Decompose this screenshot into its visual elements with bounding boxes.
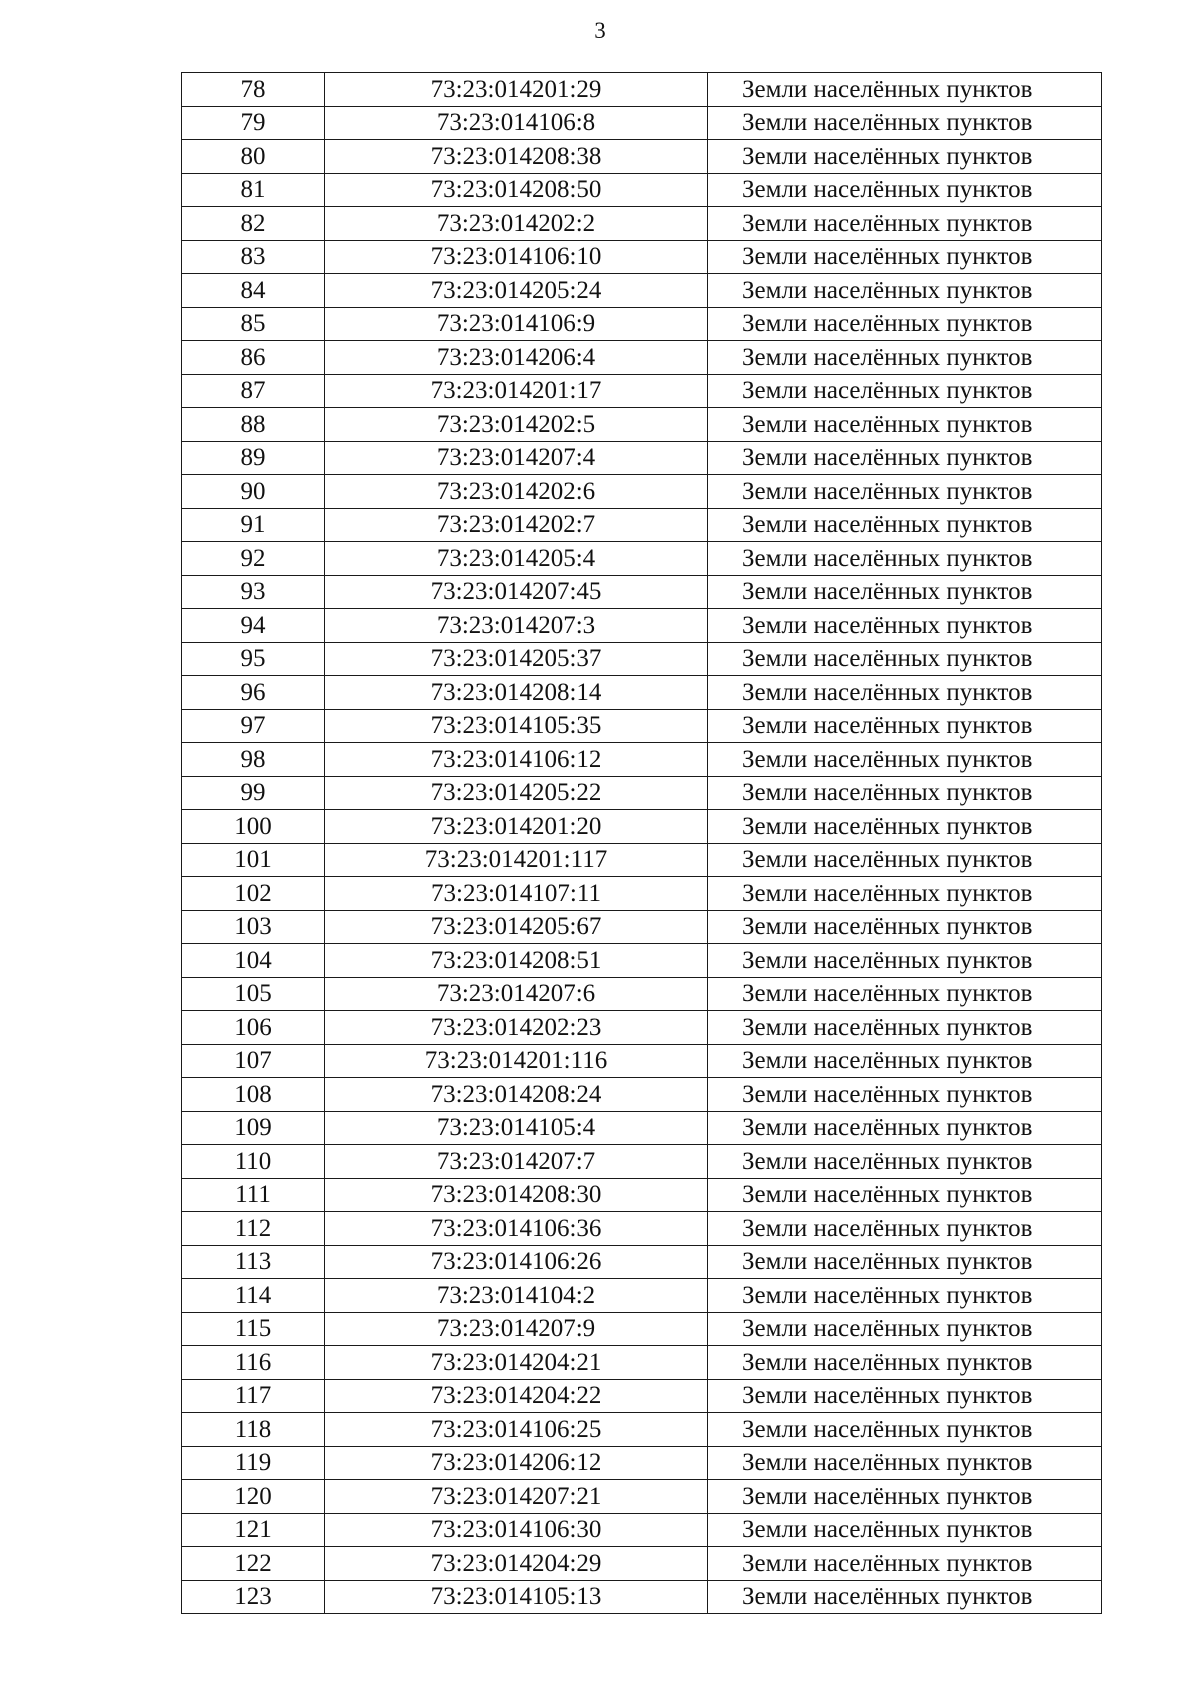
cadastral-number-cell: 73:23:014107:11 xyxy=(325,877,708,911)
land-category-cell: Земли населённых пунктов xyxy=(708,140,1102,174)
land-category-cell: Земли населённых пунктов xyxy=(708,73,1102,107)
table-row xyxy=(182,341,1102,375)
land-plots-table xyxy=(181,72,1102,1614)
table-row xyxy=(182,676,1102,710)
land-category-cell: Земли населённых пунктов xyxy=(708,1178,1102,1212)
row-number-cell: 107 xyxy=(182,1044,325,1078)
row-number-cell: 78 xyxy=(182,73,325,107)
table-row xyxy=(182,173,1102,207)
land-category-cell: Земли населённых пунктов xyxy=(708,307,1102,341)
cadastral-number-cell: 73:23:014201:116 xyxy=(325,1044,708,1078)
land-category-cell: Земли населённых пунктов xyxy=(708,1513,1102,1547)
land-category-cell: Земли населённых пунктов xyxy=(708,374,1102,408)
row-number-cell: 94 xyxy=(182,609,325,643)
table-row xyxy=(182,73,1102,107)
row-number-cell: 115 xyxy=(182,1312,325,1346)
land-category-cell: Земли населённых пунктов xyxy=(708,508,1102,542)
cadastral-number-cell: 73:23:014207:21 xyxy=(325,1480,708,1514)
cadastral-number-cell: 73:23:014205:4 xyxy=(325,542,708,576)
cadastral-number-cell: 73:23:014208:51 xyxy=(325,944,708,978)
table-row xyxy=(182,810,1102,844)
cadastral-number-cell: 73:23:014106:10 xyxy=(325,240,708,274)
row-number-cell: 118 xyxy=(182,1413,325,1447)
cadastral-number-cell: 73:23:014207:6 xyxy=(325,977,708,1011)
table-row xyxy=(182,977,1102,1011)
table-row xyxy=(182,1178,1102,1212)
cadastral-number-cell: 73:23:014202:23 xyxy=(325,1011,708,1045)
table-row xyxy=(182,843,1102,877)
row-number-cell: 122 xyxy=(182,1547,325,1581)
row-number-cell: 88 xyxy=(182,408,325,442)
row-number-cell: 89 xyxy=(182,441,325,475)
land-category-cell: Земли населённых пунктов xyxy=(708,274,1102,308)
cadastral-number-cell: 73:23:014207:7 xyxy=(325,1145,708,1179)
row-number-cell: 110 xyxy=(182,1145,325,1179)
row-number-cell: 111 xyxy=(182,1178,325,1212)
table-row xyxy=(182,1346,1102,1380)
land-category-cell: Земли населённых пунктов xyxy=(708,1279,1102,1313)
row-number-cell: 90 xyxy=(182,475,325,509)
table-row xyxy=(182,1413,1102,1447)
row-number-cell: 81 xyxy=(182,173,325,207)
table-body xyxy=(182,73,1102,1614)
row-number-cell: 82 xyxy=(182,207,325,241)
land-category-cell: Земли населённых пунктов xyxy=(708,877,1102,911)
table-row xyxy=(182,642,1102,676)
row-number-cell: 101 xyxy=(182,843,325,877)
row-number-cell: 97 xyxy=(182,709,325,743)
table-row xyxy=(182,1446,1102,1480)
cadastral-number-cell: 73:23:014106:12 xyxy=(325,743,708,777)
land-category-cell: Земли населённых пунктов xyxy=(708,1212,1102,1246)
land-category-cell: Земли населённых пунктов xyxy=(708,944,1102,978)
table-row xyxy=(182,609,1102,643)
table-row xyxy=(182,508,1102,542)
cadastral-number-cell: 73:23:014202:2 xyxy=(325,207,708,241)
cadastral-number-cell: 73:23:014208:50 xyxy=(325,173,708,207)
cadastral-number-cell: 73:23:014208:24 xyxy=(325,1078,708,1112)
cadastral-number-cell: 73:23:014207:4 xyxy=(325,441,708,475)
table-row xyxy=(182,240,1102,274)
land-category-cell: Земли населённых пунктов xyxy=(708,609,1102,643)
cadastral-number-cell: 73:23:014205:22 xyxy=(325,776,708,810)
cadastral-number-cell: 73:23:014206:4 xyxy=(325,341,708,375)
land-category-cell: Земли населённых пунктов xyxy=(708,642,1102,676)
table-row xyxy=(182,140,1102,174)
table-row xyxy=(182,441,1102,475)
table-row xyxy=(182,542,1102,576)
land-category-cell: Земли населённых пунктов xyxy=(708,240,1102,274)
table-row xyxy=(182,475,1102,509)
land-category-cell: Земли населённых пунктов xyxy=(708,341,1102,375)
table-row xyxy=(182,743,1102,777)
land-category-cell: Земли населённых пунктов xyxy=(708,542,1102,576)
land-category-cell: Земли населённых пунктов xyxy=(708,1078,1102,1112)
land-category-cell: Земли населённых пунктов xyxy=(708,1379,1102,1413)
table-row xyxy=(182,1312,1102,1346)
row-number-cell: 121 xyxy=(182,1513,325,1547)
land-category-cell: Земли населённых пунктов xyxy=(708,441,1102,475)
row-number-cell: 80 xyxy=(182,140,325,174)
land-category-cell: Земли населённых пунктов xyxy=(708,743,1102,777)
row-number-cell: 93 xyxy=(182,575,325,609)
table-row xyxy=(182,776,1102,810)
row-number-cell: 99 xyxy=(182,776,325,810)
table-row xyxy=(182,207,1102,241)
land-category-cell: Земли населённых пунктов xyxy=(708,1312,1102,1346)
row-number-cell: 84 xyxy=(182,274,325,308)
row-number-cell: 108 xyxy=(182,1078,325,1112)
cadastral-number-cell: 73:23:014106:30 xyxy=(325,1513,708,1547)
land-category-cell: Земли населённых пунктов xyxy=(708,575,1102,609)
land-category-cell: Земли населённых пунктов xyxy=(708,1446,1102,1480)
table-row xyxy=(182,1011,1102,1045)
row-number-cell: 117 xyxy=(182,1379,325,1413)
land-category-cell: Земли населённых пунктов xyxy=(708,776,1102,810)
row-number-cell: 103 xyxy=(182,910,325,944)
table-row xyxy=(182,1145,1102,1179)
cadastral-number-cell: 73:23:014105:35 xyxy=(325,709,708,743)
cadastral-number-cell: 73:23:014207:9 xyxy=(325,1312,708,1346)
cadastral-number-cell: 73:23:014208:14 xyxy=(325,676,708,710)
land-category-cell: Земли населённых пунктов xyxy=(708,408,1102,442)
table-row xyxy=(182,1212,1102,1246)
cadastral-number-cell: 73:23:014201:29 xyxy=(325,73,708,107)
row-number-cell: 98 xyxy=(182,743,325,777)
row-number-cell: 114 xyxy=(182,1279,325,1313)
cadastral-number-cell: 73:23:014205:67 xyxy=(325,910,708,944)
row-number-cell: 120 xyxy=(182,1480,325,1514)
cadastral-number-cell: 73:23:014106:9 xyxy=(325,307,708,341)
cadastral-number-cell: 73:23:014201:117 xyxy=(325,843,708,877)
cadastral-number-cell: 73:23:014201:17 xyxy=(325,374,708,408)
row-number-cell: 92 xyxy=(182,542,325,576)
cadastral-number-cell: 73:23:014105:4 xyxy=(325,1111,708,1145)
cadastral-number-cell: 73:23:014202:6 xyxy=(325,475,708,509)
cadastral-number-cell: 73:23:014207:3 xyxy=(325,609,708,643)
table-row xyxy=(182,1580,1102,1614)
land-category-cell: Земли населённых пунктов xyxy=(708,1011,1102,1045)
cadastral-number-cell: 73:23:014204:22 xyxy=(325,1379,708,1413)
land-category-cell: Земли населённых пунктов xyxy=(708,1480,1102,1514)
table-row xyxy=(182,575,1102,609)
cadastral-number-cell: 73:23:014207:45 xyxy=(325,575,708,609)
land-category-cell: Земли населённых пунктов xyxy=(708,106,1102,140)
land-category-cell: Земли населённых пунктов xyxy=(708,1111,1102,1145)
table-row xyxy=(182,1279,1102,1313)
table-row xyxy=(182,910,1102,944)
cadastral-number-cell: 73:23:014204:21 xyxy=(325,1346,708,1380)
land-category-cell: Земли населённых пунктов xyxy=(708,173,1102,207)
land-category-cell: Земли населённых пунктов xyxy=(708,475,1102,509)
row-number-cell: 112 xyxy=(182,1212,325,1246)
land-category-cell: Земли населённых пунктов xyxy=(708,1580,1102,1614)
table-row xyxy=(182,1044,1102,1078)
row-number-cell: 116 xyxy=(182,1346,325,1380)
land-category-cell: Земли населённых пунктов xyxy=(708,1044,1102,1078)
table-row xyxy=(182,274,1102,308)
land-category-cell: Земли населённых пунктов xyxy=(708,709,1102,743)
cadastral-number-cell: 73:23:014205:24 xyxy=(325,274,708,308)
table-row xyxy=(182,1245,1102,1279)
row-number-cell: 102 xyxy=(182,877,325,911)
table-row xyxy=(182,944,1102,978)
cadastral-number-cell: 73:23:014206:12 xyxy=(325,1446,708,1480)
table-row xyxy=(182,1513,1102,1547)
cadastral-number-cell: 73:23:014201:20 xyxy=(325,810,708,844)
row-number-cell: 123 xyxy=(182,1580,325,1614)
cadastral-number-cell: 73:23:014106:36 xyxy=(325,1212,708,1246)
row-number-cell: 104 xyxy=(182,944,325,978)
row-number-cell: 113 xyxy=(182,1245,325,1279)
cadastral-number-cell: 73:23:014202:7 xyxy=(325,508,708,542)
table-row xyxy=(182,408,1102,442)
row-number-cell: 79 xyxy=(182,106,325,140)
land-category-cell: Земли населённых пунктов xyxy=(708,977,1102,1011)
cadastral-number-cell: 73:23:014104:2 xyxy=(325,1279,708,1313)
row-number-cell: 106 xyxy=(182,1011,325,1045)
cadastral-number-cell: 73:23:014106:25 xyxy=(325,1413,708,1447)
cadastral-number-cell: 73:23:014204:29 xyxy=(325,1547,708,1581)
row-number-cell: 95 xyxy=(182,642,325,676)
row-number-cell: 91 xyxy=(182,508,325,542)
land-category-cell: Земли населённых пунктов xyxy=(708,1547,1102,1581)
row-number-cell: 87 xyxy=(182,374,325,408)
row-number-cell: 119 xyxy=(182,1446,325,1480)
land-category-cell: Земли населённых пунктов xyxy=(708,207,1102,241)
table-row xyxy=(182,1078,1102,1112)
row-number-cell: 105 xyxy=(182,977,325,1011)
cadastral-number-cell: 73:23:014202:5 xyxy=(325,408,708,442)
land-category-cell: Земли населённых пунктов xyxy=(708,910,1102,944)
row-number-cell: 83 xyxy=(182,240,325,274)
land-category-cell: Земли населённых пунктов xyxy=(708,1145,1102,1179)
land-category-cell: Земли населённых пунктов xyxy=(708,810,1102,844)
table-row xyxy=(182,374,1102,408)
table-row xyxy=(182,106,1102,140)
table-row xyxy=(182,877,1102,911)
land-category-cell: Земли населённых пунктов xyxy=(708,1346,1102,1380)
table-row xyxy=(182,709,1102,743)
row-number-cell: 109 xyxy=(182,1111,325,1145)
table-row xyxy=(182,1480,1102,1514)
table-row xyxy=(182,1379,1102,1413)
land-category-cell: Земли населённых пунктов xyxy=(708,676,1102,710)
table-row xyxy=(182,1547,1102,1581)
table-row xyxy=(182,307,1102,341)
row-number-cell: 100 xyxy=(182,810,325,844)
land-category-cell: Земли населённых пунктов xyxy=(708,1245,1102,1279)
row-number-cell: 85 xyxy=(182,307,325,341)
land-category-cell: Земли населённых пунктов xyxy=(708,843,1102,877)
cadastral-number-cell: 73:23:014106:8 xyxy=(325,106,708,140)
row-number-cell: 86 xyxy=(182,341,325,375)
land-category-cell: Земли населённых пунктов xyxy=(708,1413,1102,1447)
cadastral-number-cell: 73:23:014205:37 xyxy=(325,642,708,676)
page-number: 3 xyxy=(594,18,606,43)
cadastral-number-cell: 73:23:014105:13 xyxy=(325,1580,708,1614)
cadastral-number-cell: 73:23:014208:38 xyxy=(325,140,708,174)
cadastral-number-cell: 73:23:014106:26 xyxy=(325,1245,708,1279)
row-number-cell: 96 xyxy=(182,676,325,710)
table-row xyxy=(182,1111,1102,1145)
cadastral-number-cell: 73:23:014208:30 xyxy=(325,1178,708,1212)
